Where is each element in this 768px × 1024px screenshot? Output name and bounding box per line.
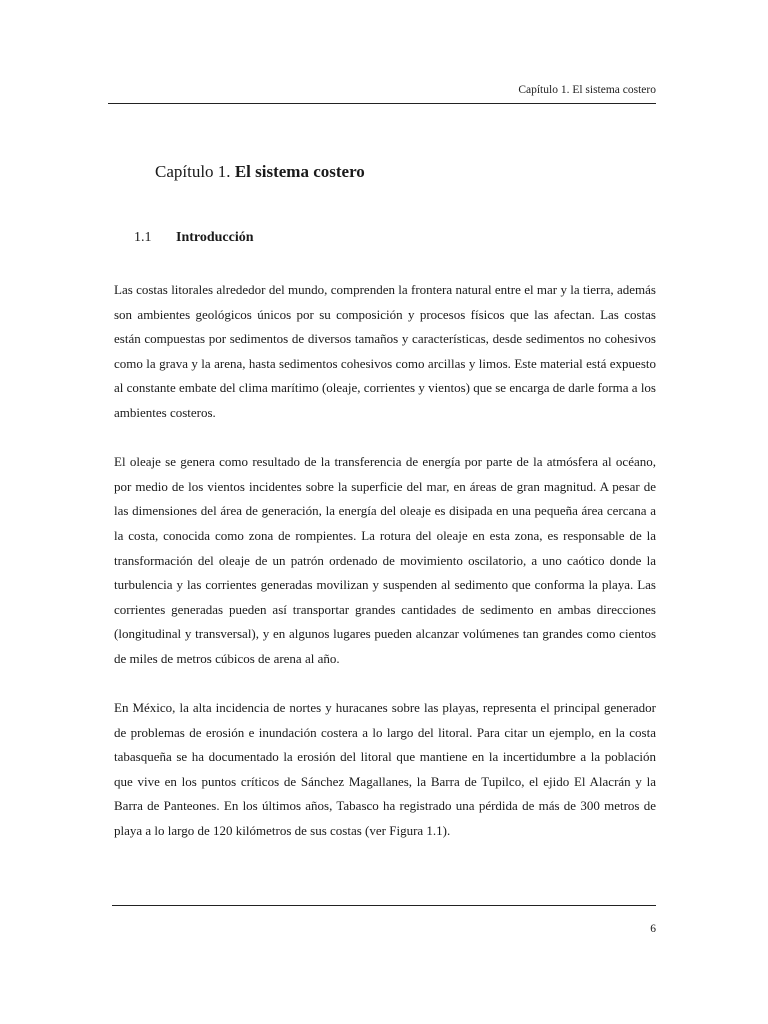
- body-text: [114, 278, 656, 868]
- paragraph: Las costas litorales alrededor del mundo, comprenden la frontera natural entre el mar y la tierra, además son ambientes geológicos únicos por su composición y procesos físicos que las afectan. Las costas están compuestas por sedimentos de diversos tamaños y características, desde sedimentos no cohesivos como la grava y la arena, hasta sedimentos cohesivos como arcillas y limos. Este material está expuesto al constante embate del clima marítimo (oleaje, corrientes y vientos) que se encarga de darle forma a los ambientes costeros.: [114, 282, 656, 420]
- chapter-name: El sistema costero: [234, 162, 365, 181]
- paragraph: El oleaje se genera como resultado de la transferencia de energía por parte de la atmósfera al océano, por medio de los vientos incidentes sobre la superficie del mar, en áreas de gran magnitud. A pesar de las dimensiones del área de generación, la energía del oleaje es disipada en una pequeña área cercana a la costa, conocida como zona de rompientes. La rotura del oleaje en esta zona, es responsable de la transformación del oleaje de un patrón ordenado de movimiento oscilatorio, a uno caótico donde la turbulencia y las corrientes generadas movilizan y suspenden al sedimento que conforma la playa. Las corrientes generadas pueden así transportar grandes cantidades de sedimento en ambas direcciones (longitudinal y transversal), y en algunos lugares pueden alcanzar volúmenes tan grandes como cientos de miles de metros cúbicos de arena al año.: [114, 454, 656, 666]
- chapter-prefix: Capítulo 1.: [155, 162, 235, 181]
- header-divider: [108, 103, 656, 104]
- running-header: Capítulo 1. El sistema costero: [518, 84, 656, 96]
- section-number: 1.1: [134, 230, 152, 245]
- section-title: Introducción: [176, 230, 254, 245]
- chapter-title: [155, 162, 365, 182]
- page-number: 6: [650, 923, 656, 935]
- section-heading: [134, 230, 254, 246]
- paragraph: En México, la alta incidencia de nortes y huracanes sobre las playas, representa el principal generador de problemas de erosión e inundación costera a lo largo del litoral. Para citar un ejemplo, en la costa tabasqueña se ha documentado la erosión del litoral que mantiene en la incertidumbre a la población que vive en los puntos críticos de Sánchez Magallanes, la Barra de Tupilco, el ejido El Alacrán y la Barra de Panteones. En los últimos años, Tabasco ha registrado una pérdida de más de 300 metros de playa a lo largo de 120 kilómetros de sus costas (ver Figura 1.1).: [114, 700, 656, 839]
- footer-divider: [112, 905, 656, 906]
